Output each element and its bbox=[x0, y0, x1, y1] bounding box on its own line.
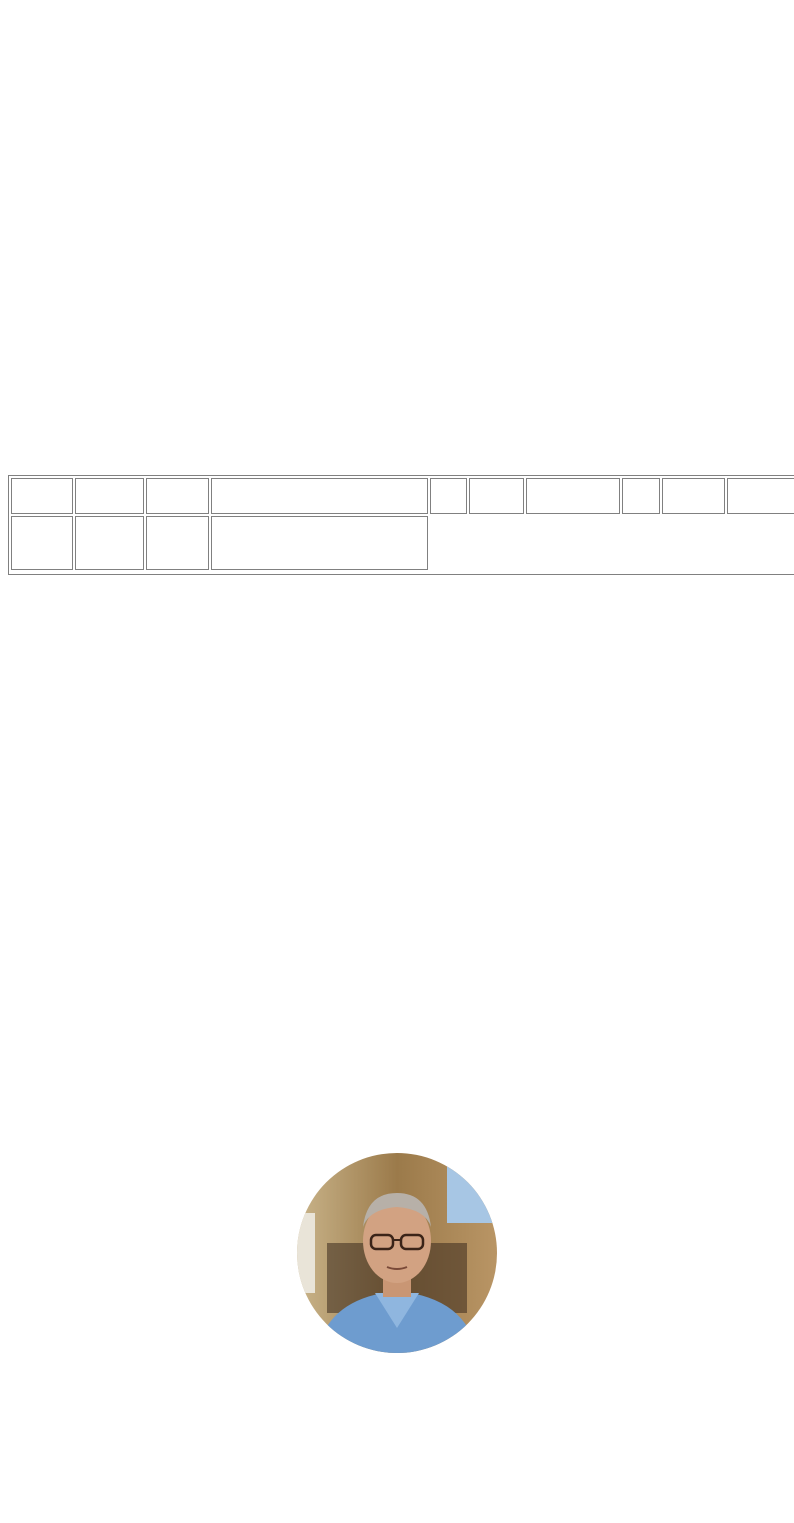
author-photo bbox=[297, 1153, 497, 1353]
header-inventory-balance bbox=[211, 516, 428, 570]
header-date bbox=[11, 516, 73, 570]
header-goods-purchased bbox=[75, 516, 144, 570]
table-title-row bbox=[11, 478, 794, 514]
group-header-row bbox=[11, 516, 794, 570]
perpetual-lifo-table bbox=[8, 475, 794, 575]
table-title bbox=[11, 478, 73, 514]
header-cogs bbox=[146, 516, 209, 570]
